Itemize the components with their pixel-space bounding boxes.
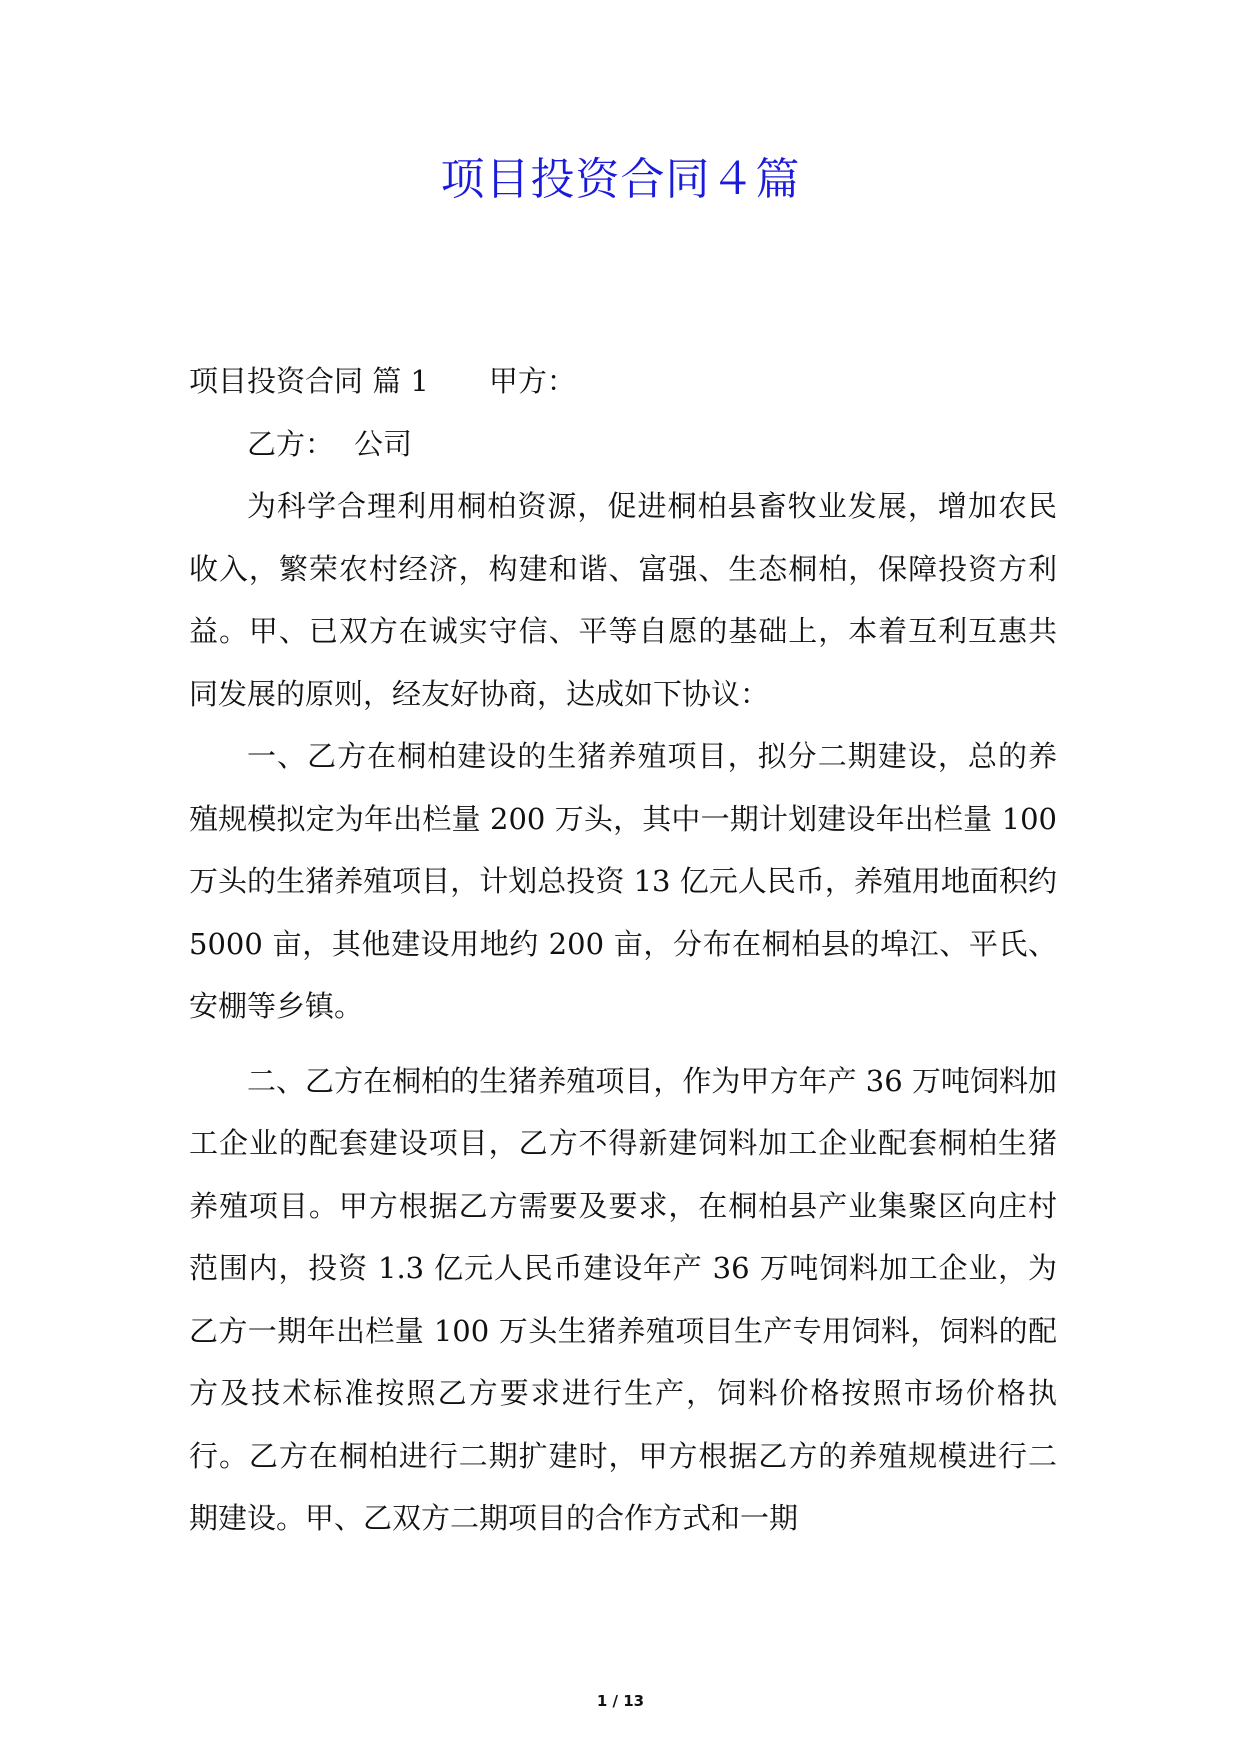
paragraph-clause-1: 一、乙方在桐柏建设的生猪养殖项目，拟分二期建设，总的养殖规模拟定为年出栏量 200 万头，其中一期计划建设年出栏量 100 万头的生猪养殖项目，计划总投资 13 亿元人民币，养殖用地面积约 5000 亩，其他建设用地约 200 亩，分布在桐柏县的埠江、平氏、安棚等乡镇。 (189, 739, 1057, 1023)
party-a-label: 甲方： (488, 364, 576, 398)
page-number: 1 / 13 (596, 1692, 645, 1710)
contract-heading-line (189, 350, 1057, 413)
paragraph-preamble: 为科学合理利用桐柏资源，促进桐柏县畜牧业发展，增加农民收入，繁荣农村经济，构建和谐、富强、生态桐柏，保障投资方利益。甲、已双方在诚实守信、平等自愿的基础上，本着互利互惠共同发展的原则，经友好协商，达成如下协议： (189, 489, 1057, 711)
document-title: 项目投资合同４篇 (440, 154, 801, 205)
document-body (189, 350, 1057, 1550)
paragraph-clause-2: 二、乙方在桐柏的生猪养殖项目，作为甲方年产 36 万吨饲料加工企业的配套建设项目，乙方不得新建饲料加工企业配套桐柏生猪养殖项目。甲方根据乙方需要及要求，在桐柏县产业集聚区向庄村范围内，投资 1.3 亿元人民币建设年产 36 万吨饲料加工企业，为乙方一期年出栏量 100 万头生猪养殖项目生产专用饲料，饲料的配方及技术标准按照乙方要求进行生产，饲料价格按照市场价格执行。乙方在桐柏进行二期扩建时，甲方根据乙方的养殖规模进行二期建设。甲、乙双方二期项目的合作方式和一期 (189, 1063, 1057, 1535)
party-b-line (189, 413, 1057, 476)
party-b-label: 乙方： (247, 426, 335, 461)
party-b-value: 公司 (354, 426, 413, 461)
contract-heading: 项目投资合同 篇 1 (189, 364, 429, 398)
